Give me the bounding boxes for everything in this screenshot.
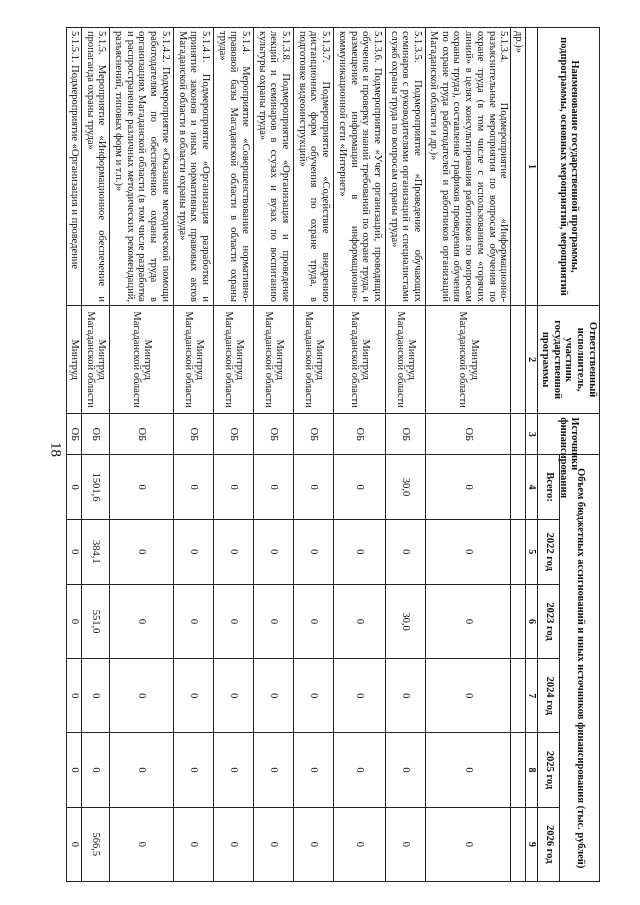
- table-row: [254, 28, 294, 882]
- table-row: [110, 28, 174, 882]
- row-value: 551,0: [82, 584, 110, 658]
- row-value: 566,5: [82, 807, 110, 881]
- column-number: 4: [526, 455, 538, 519]
- header-name: Наименование государственной программы, подпрограммы, основных мероприятий, мероприятий: [538, 28, 600, 306]
- row-value: 0: [82, 659, 110, 733]
- row-value: 0: [110, 733, 174, 807]
- table-row: [214, 28, 254, 882]
- table-row: [82, 28, 110, 882]
- row-value: 0: [174, 807, 214, 881]
- header-source: Источники финансирования: [538, 414, 600, 455]
- row-source: ОБ: [110, 414, 174, 455]
- row-responsible: Минтруд: [67, 305, 82, 413]
- row-value: [511, 659, 526, 733]
- funding-table: [66, 27, 600, 882]
- header-funding-group: Объем бюджетных ассигнований и иных источников финансирования (тыс. рублей): [560, 455, 600, 882]
- row-source: ОБ: [174, 414, 214, 455]
- column-number: 8: [526, 733, 538, 807]
- column-number: 2: [526, 305, 538, 413]
- row-responsible: Минтруд Магаданской области: [426, 305, 511, 413]
- row-source: ОБ: [82, 414, 110, 455]
- row-value: [511, 733, 526, 807]
- row-name: 5.1.3.4. Подмероприятие «Информационно-разъяснительные мероприятия по вопросам обучения по охране труда (в том числе с использованием «горячих линий» в целях консультирования работников по вопросам охраны труда), составление графиков проведения обучения по охране труда работодателей и работников организаций Магаданской области и др.)»: [426, 28, 511, 306]
- row-value: 0: [67, 519, 82, 584]
- row-total: 0: [294, 455, 334, 519]
- row-value: 0: [294, 659, 334, 733]
- row-value: 0: [386, 659, 426, 733]
- row-total: 1501,6: [82, 455, 110, 519]
- row-value: 0: [174, 584, 214, 658]
- column-number: 1: [526, 28, 538, 306]
- row-source: ОБ: [67, 414, 82, 455]
- row-value: 0: [214, 733, 254, 807]
- row-source: [511, 414, 526, 455]
- row-responsible: Минтруд Магаданской области: [334, 305, 386, 413]
- row-value: 0: [254, 659, 294, 733]
- row-value: 0: [110, 519, 174, 584]
- row-source: ОБ: [334, 414, 386, 455]
- row-responsible: Минтруд Магаданской области: [214, 305, 254, 413]
- row-value: 0: [254, 807, 294, 881]
- row-value: 0: [426, 584, 511, 658]
- row-value: 0: [294, 807, 334, 881]
- row-value: 0: [254, 733, 294, 807]
- row-name: 5.1.3.6. Подмероприятие «Учет организаций, проводящих обучение и проверку знаний требований по охране труда, и размещение информации в информационно-коммуникационной сети «Интернет»: [334, 28, 386, 306]
- table-row: [67, 28, 82, 882]
- row-responsible: Минтруд Магаданской области: [386, 305, 426, 413]
- header-year: 2025 год: [538, 733, 560, 807]
- row-value: [511, 519, 526, 584]
- row-value: 0: [67, 807, 82, 881]
- header-year: 2026 год: [538, 807, 560, 881]
- row-value: 0: [214, 584, 254, 658]
- row-responsible: Минтруд Магаданской области: [174, 305, 214, 413]
- row-value: 0: [110, 659, 174, 733]
- row-total: 0: [67, 455, 82, 519]
- row-value: [511, 807, 526, 881]
- row-source: ОБ: [386, 414, 426, 455]
- row-responsible: Минтруд Магаданской области: [294, 305, 334, 413]
- row-value: 0: [294, 584, 334, 658]
- row-value: 0: [214, 519, 254, 584]
- row-value: 0: [67, 733, 82, 807]
- row-value: 0: [174, 519, 214, 584]
- row-source: ОБ: [294, 414, 334, 455]
- row-value: 0: [110, 807, 174, 881]
- row-value: 0: [110, 584, 174, 658]
- table-row: [294, 28, 334, 882]
- row-responsible: Минтруд Магаданской области: [82, 305, 110, 413]
- row-total: 0: [214, 455, 254, 519]
- table-row: [334, 28, 386, 882]
- row-value: 0: [67, 584, 82, 658]
- header-total: Всего:: [538, 455, 560, 519]
- row-value: 0: [426, 807, 511, 881]
- row-value: 0: [214, 659, 254, 733]
- row-name: 5.1.3.5. Подмероприятие «Проведение обучающих семинаров с руководителями организаций и специалистами служб охраны труда по вопросам охраны труда»: [386, 28, 426, 306]
- row-value: 0: [386, 733, 426, 807]
- row-value: 0: [334, 807, 386, 881]
- row-value: 0: [174, 659, 214, 733]
- row-value: 0: [334, 584, 386, 658]
- row-value: 0: [67, 659, 82, 733]
- row-name: 5.1.5.1. Подмероприятие «Организация и проведение: [67, 28, 82, 306]
- row-total: 0: [174, 455, 214, 519]
- row-total: 30,0: [386, 455, 426, 519]
- column-number: 3: [526, 414, 538, 455]
- table-row: [386, 28, 426, 882]
- header-year: 2023 год: [538, 584, 560, 658]
- row-name: 5.1.3.7. Подмероприятие «Содействие внедрению дистанционных форм обучения по охране труда, в подготовке видеоинструкций»: [294, 28, 334, 306]
- row-name: др.)»: [511, 28, 526, 306]
- column-number: 5: [526, 519, 538, 584]
- row-value: 0: [426, 733, 511, 807]
- row-total: 0: [426, 455, 511, 519]
- row-value: 0: [214, 807, 254, 881]
- row-value: 0: [334, 659, 386, 733]
- row-value: [511, 584, 526, 658]
- table-row: [174, 28, 214, 882]
- row-value: 0: [254, 584, 294, 658]
- row-total: 0: [110, 455, 174, 519]
- row-value: 0: [174, 733, 214, 807]
- rotated-table-container: [69, 27, 600, 882]
- table-row: [511, 28, 526, 882]
- row-value: 0: [294, 519, 334, 584]
- header-year: 2022 год: [538, 519, 560, 584]
- row-responsible: Минтруд Магаданской области: [254, 305, 294, 413]
- row-total: 0: [254, 455, 294, 519]
- row-total: 0: [334, 455, 386, 519]
- row-source: ОБ: [426, 414, 511, 455]
- row-name: 5.1.5. Мероприятие «Информационное обеспечение и пропаганда охраны труда»: [82, 28, 110, 306]
- row-value: 0: [426, 519, 511, 584]
- row-value: 0: [294, 733, 334, 807]
- row-value: 0: [386, 519, 426, 584]
- row-name: 5.1.4. Мероприятие «Совершенствование нормативно-правовой базы Магаданской области в области охраны труда»: [214, 28, 254, 306]
- row-total: [511, 455, 526, 519]
- row-responsible: [511, 305, 526, 413]
- header-responsible: Ответственный исполнитель, участник государственной программы: [538, 305, 600, 413]
- row-value: 0: [334, 519, 386, 584]
- table-row: [426, 28, 511, 882]
- row-value: 0: [254, 519, 294, 584]
- row-value: 0: [426, 659, 511, 733]
- row-name: 5.1.4.2. Подмероприятие «Оказание методической помощи работодателям по обеспечению охраны труда в организациях Магаданской области (в том числе разработка и распространение различных методических рекомендаций, разъяснений, типовых форм и т.п.)»: [110, 28, 174, 306]
- row-name: 5.1.4.1. Подмероприятие «Организация разработки и принятие законов и иных нормативных правовых актов Магаданской области в области охраны труда»: [174, 28, 214, 306]
- row-responsible: Минтруд Магаданской области: [110, 305, 174, 413]
- column-number: 9: [526, 807, 538, 881]
- row-value: 0: [386, 807, 426, 881]
- column-number: 6: [526, 584, 538, 658]
- header-year: 2024 год: [538, 659, 560, 733]
- row-source: ОБ: [214, 414, 254, 455]
- row-value: 0: [82, 733, 110, 807]
- page-number: 18: [47, 442, 64, 457]
- row-value: 30,0: [386, 584, 426, 658]
- row-name: 5.1.3.8. Подмероприятие «Организация и проведение лекций и семинаров в ссузах и вузах по воспитанию культуры охраны труда»: [254, 28, 294, 306]
- row-value: 384,1: [82, 519, 110, 584]
- row-value: 0: [334, 733, 386, 807]
- column-number: 7: [526, 659, 538, 733]
- row-source: ОБ: [254, 414, 294, 455]
